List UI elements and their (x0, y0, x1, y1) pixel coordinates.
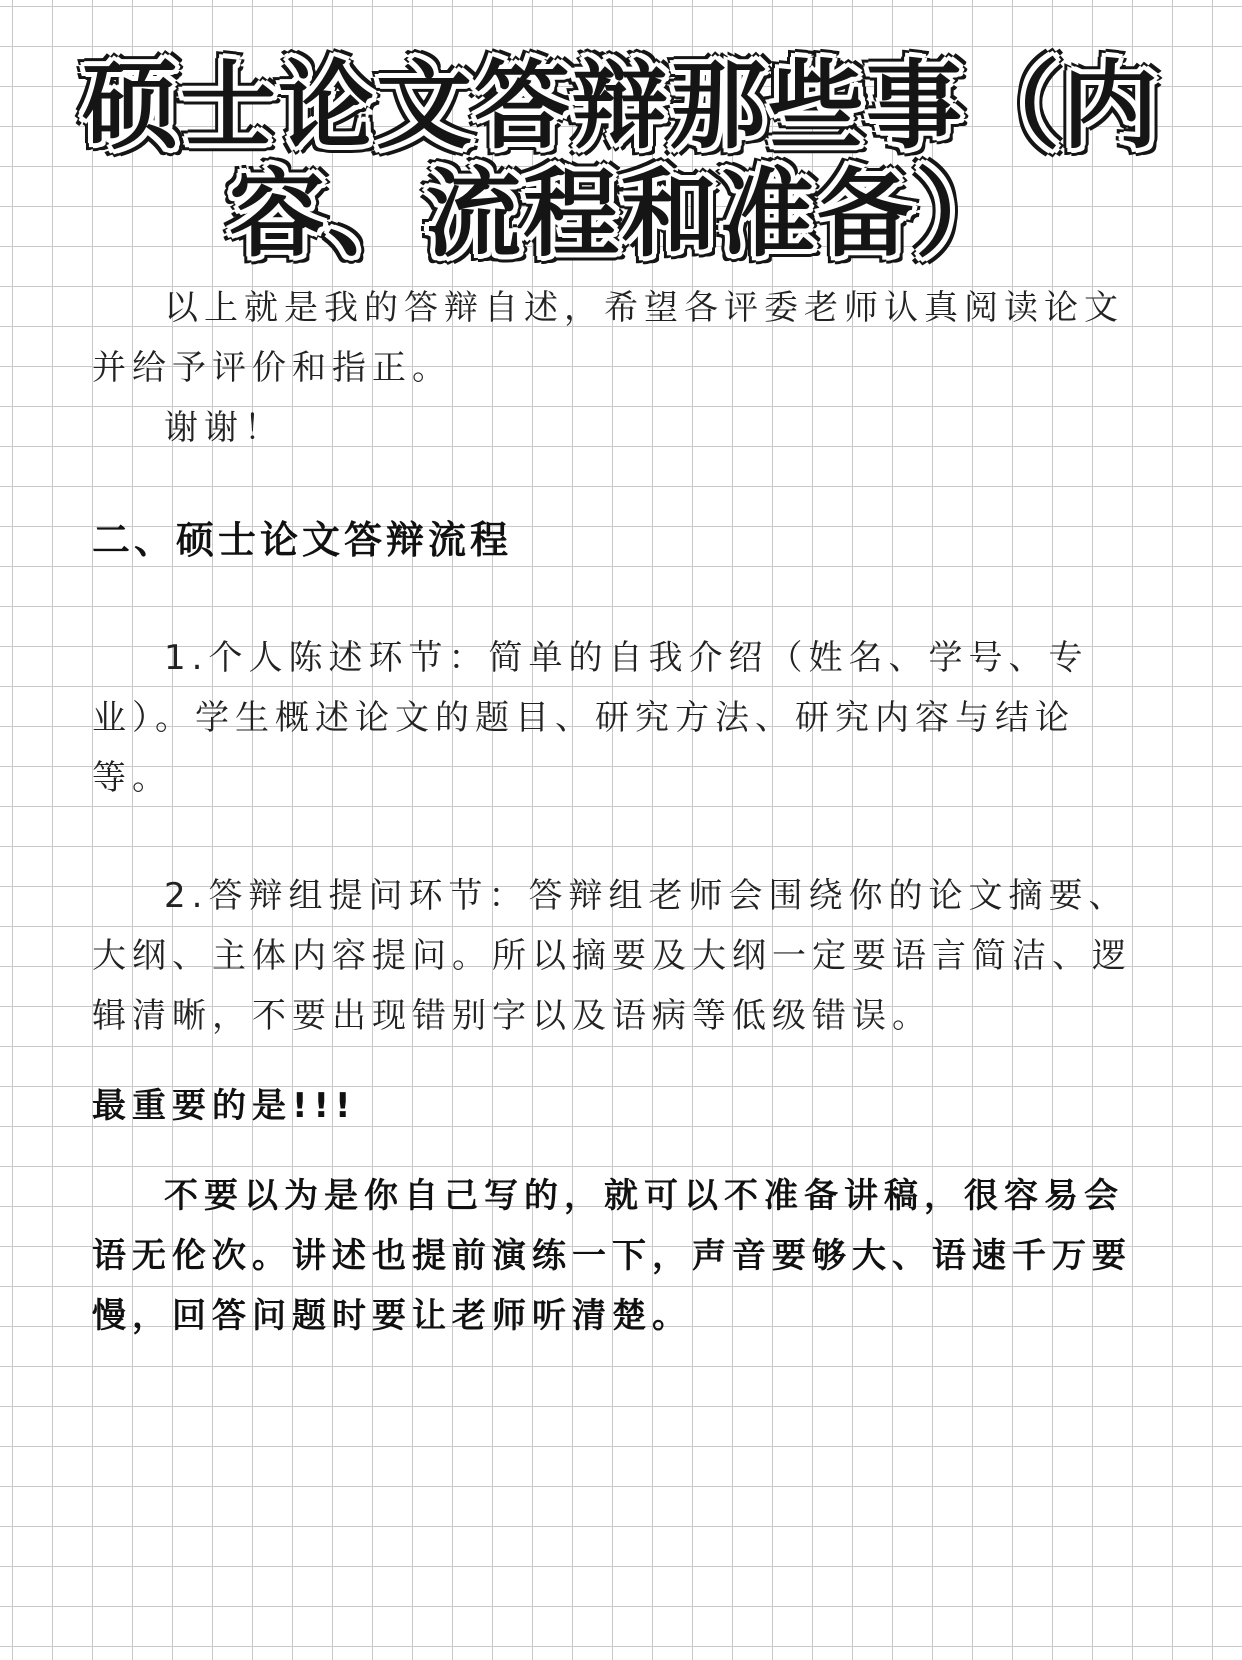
thanks-line: 谢谢！ (164, 408, 284, 448)
article-body (92, 278, 1152, 1346)
spacer (92, 1046, 1152, 1076)
spacer (92, 808, 1152, 866)
section-heading: 二、硕士论文答辩流程 (92, 518, 513, 562)
step-2-paragraph: 2.答辩组提问环节：答辩组老师会围绕你的论文摘要、大纲、主体内容提问。所以摘要及大纲一定要语言简洁、逻辑清晰，不要出现错别字以及语病等低级错误。 (92, 876, 1132, 1036)
emphasis-paragraph: 不要以为是你自己写的，就可以不准备讲稿，很容易会语无伦次。讲述也提前演练一下，声音要够大、语速千万要慢，回答问题时要让老师听清楚。 (92, 1176, 1132, 1336)
spacer (92, 570, 1152, 628)
spacer (92, 1136, 1152, 1166)
emphasis-label: 最重要的是!!! (92, 1086, 357, 1126)
intro-paragraph: 以上就是我的答辩自述，希望各评委老师认真阅读论文并给予评价和指正。 (92, 288, 1124, 388)
spacer (92, 458, 1152, 510)
page-title: 硕士论文答辩那些事（内容、流程和准备） (82, 50, 1160, 270)
step-1-paragraph: 1.个人陈述环节：简单的自我介绍（姓名、学号、专业）。学生概述论文的题目、研究方法、研究内容与结论等。 (92, 638, 1089, 798)
